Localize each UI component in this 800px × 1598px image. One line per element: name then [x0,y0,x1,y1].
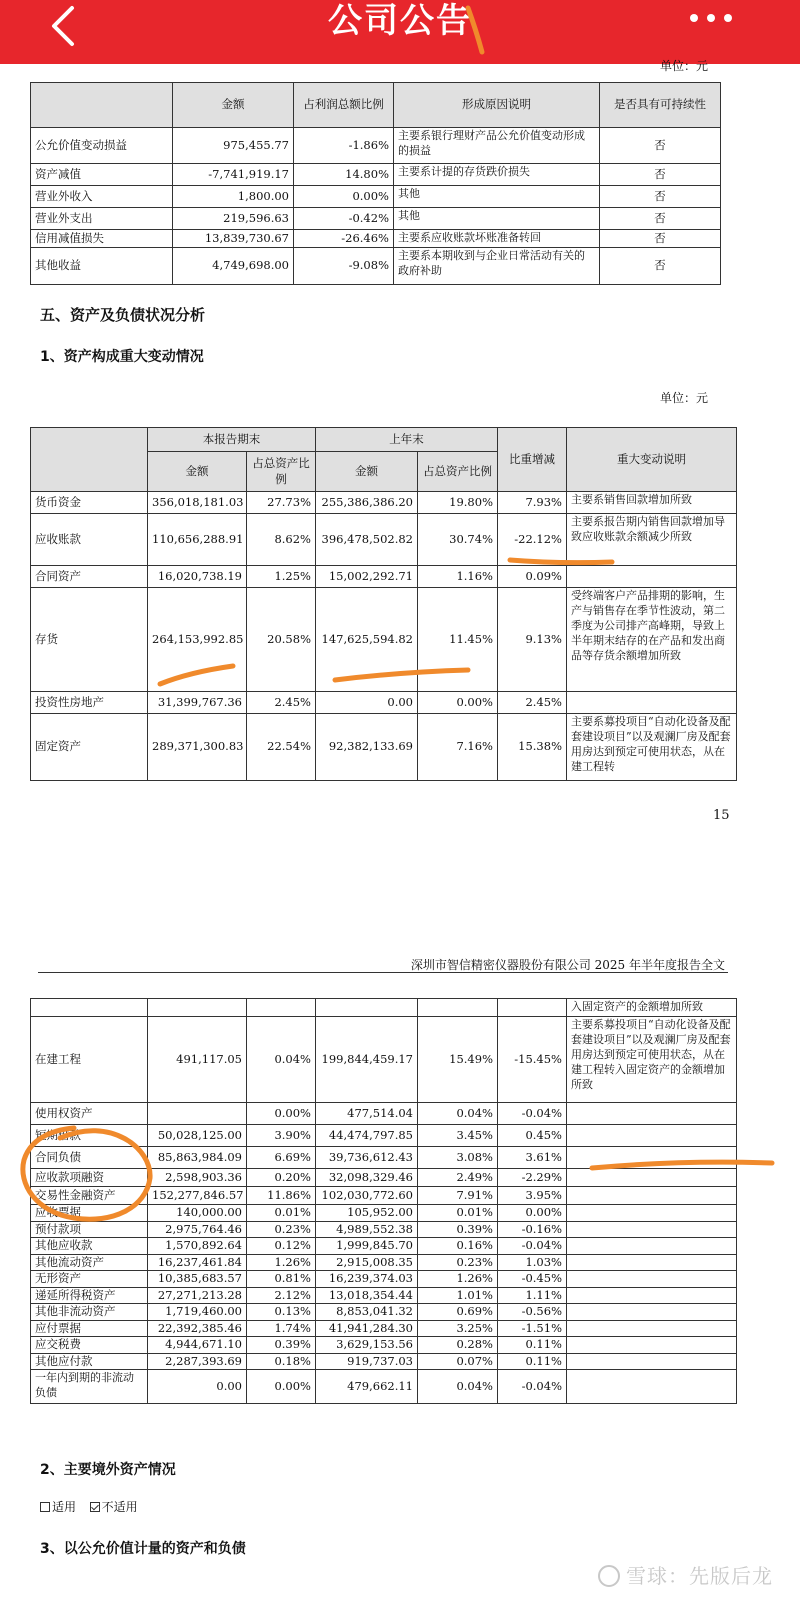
current-amount-cell: 16,237,461.84 [148,1254,247,1271]
table-row [31,128,721,164]
change-cell: 0.11% [498,1337,567,1354]
desc-cell [567,1320,737,1337]
change-cell: 9.13% [498,588,567,692]
checkbox-not-applicable[interactable] [90,1502,100,1512]
more-dots-icon [707,14,715,22]
prior-pct-cell: 7.16% [418,714,498,781]
row-label: 存货 [31,588,148,692]
ratio-cell: -26.46% [294,230,394,248]
reason-cell: 主要系银行理财产品公允价值变动形成的损益 [394,128,600,164]
change-cell: 0.11% [498,1353,567,1370]
ratio-cell: 14.80% [294,164,394,186]
desc-cell [567,1221,737,1238]
row-label: 其他流动资产 [31,1254,148,1271]
current-amount-cell: 0.00 [148,1370,247,1404]
page-number: 15 [713,808,730,823]
prior-amount-cell: 255,386,386.20 [316,492,418,514]
prior-pct-cell: 11.45% [418,588,498,692]
row-label: 在建工程 [31,1017,148,1103]
current-pct-cell: 1.25% [247,566,316,588]
asset-changes-table [30,427,737,781]
change-cell: 7.93% [498,492,567,514]
row-label: 其他应收款 [31,1238,148,1255]
report-header: 深圳市智信精密仪器股份有限公司 2025 年半年度报告全文 [410,958,725,972]
row-label: 其他非流动资产 [31,1304,148,1321]
prior-amount-cell: 147,625,594.82 [316,588,418,692]
desc-cell [567,1103,737,1125]
current-pct-cell: 0.00% [247,1103,316,1125]
prior-pct-cell: 1.26% [418,1271,498,1288]
current-amount-cell: 50,028,125.00 [148,1125,247,1147]
table-row [31,692,737,714]
desc-cell: 入固定资产的金额增加所致 [567,999,737,1017]
top-app-bar [0,0,800,64]
header-cell: 比重增减 [498,428,567,492]
subsection-title: 3、以公允价值计量的资产和负债 [40,1541,246,1557]
row-label: 应收票据 [31,1205,148,1222]
prior-pct-cell: 0.69% [418,1304,498,1321]
amount-cell: -7,741,919.17 [173,164,294,186]
change-cell: -15.45% [498,1017,567,1103]
header-cell: 金额 [316,452,418,492]
desc-cell [567,1337,737,1354]
watermark-text: 雪球：先版后龙 [626,1564,773,1588]
current-pct-cell: 0.13% [247,1304,316,1321]
current-amount-cell: 16,020,738.19 [148,566,247,588]
current-amount-cell: 2,598,903.36 [148,1169,247,1187]
current-amount-cell: 2,975,764.46 [148,1221,247,1238]
reason-cell: 其他 [394,208,600,230]
current-pct-cell: 0.23% [247,1221,316,1238]
page-title: 公司公告 [328,1,472,41]
change-cell: 15.38% [498,714,567,781]
ratio-cell: -1.86% [294,128,394,164]
table-row [31,1147,737,1169]
current-amount-cell: 264,153,992.85 [148,588,247,692]
current-amount-cell: 4,944,671.10 [148,1337,247,1354]
change-cell: -22.12% [498,514,567,566]
current-amount-cell: 289,371,300.83 [148,714,247,781]
prior-pct-cell: 2.49% [418,1169,498,1187]
current-amount-cell: 85,863,984.09 [148,1147,247,1169]
desc-cell [567,1238,737,1255]
reason-cell: 主要系计提的存货跌价损失 [394,164,600,186]
row-label: 资产减值 [31,164,173,186]
header-cell: 占总资产比例 [247,452,316,492]
prior-pct-cell: 3.45% [418,1125,498,1147]
amount-cell: 1,800.00 [173,186,294,208]
desc-cell [567,1169,737,1187]
change-cell: -0.04% [498,1238,567,1255]
watermark [598,1560,773,1589]
desc-cell: 主要系募投项目“自动化设备及配套建设项目”以及观澜厂房及配套用房达到预定可使用状态，从在建工程转入固定资产的金额增加所致 [567,1017,737,1103]
more-dots-icon [690,14,698,22]
reason-cell: 主要系应收账款坏账准备转回 [394,230,600,248]
table-row [31,1238,737,1255]
row-label: 公允价值变动损益 [31,128,173,164]
sustain-cell: 否 [600,186,721,208]
table-row [31,208,721,230]
prior-amount-cell: 32,098,329.46 [316,1169,418,1187]
header-cell: 是否具有可持续性 [600,83,721,128]
current-pct-cell: 20.58% [247,588,316,692]
header-cell: 重大变动说明 [567,428,737,492]
table-row [31,1287,737,1304]
prior-amount-cell: 39,736,612.43 [316,1147,418,1169]
prior-pct-cell: 3.25% [418,1320,498,1337]
table-row [31,1304,737,1321]
header-cell: 本报告期末 [148,428,316,452]
current-amount-cell: 10,385,683.57 [148,1271,247,1288]
current-pct-cell: 22.54% [247,714,316,781]
change-cell: 2.45% [498,692,567,714]
amount-cell: 13,839,730.67 [173,230,294,248]
reason-cell: 主要系本期收到与企业日常活动有关的政府补助 [394,248,600,285]
current-amount-cell: 152,277,846.57 [148,1187,247,1205]
change-cell: -2.29% [498,1169,567,1187]
current-pct-cell: 0.12% [247,1238,316,1255]
row-label: 递延所得税资产 [31,1287,148,1304]
header-cell [31,428,148,492]
current-amount-cell: 1,719,460.00 [148,1304,247,1321]
current-amount-cell: 110,656,288.91 [148,514,247,566]
current-amount-cell: 140,000.00 [148,1205,247,1222]
table-row [31,1125,737,1147]
header-cell: 金额 [173,83,294,128]
prior-pct-cell: 0.07% [418,1353,498,1370]
sustain-cell: 否 [600,248,721,285]
table-row [31,1353,737,1370]
prior-pct-cell: 30.74% [418,514,498,566]
prior-pct-cell: 0.23% [418,1254,498,1271]
row-label: 预付款项 [31,1221,148,1238]
change-cell: -0.16% [498,1221,567,1238]
current-amount-cell: 27,271,213.28 [148,1287,247,1304]
amount-cell: 219,596.63 [173,208,294,230]
header-cell: 形成原因说明 [394,83,600,128]
desc-cell [567,1125,737,1147]
prior-amount-cell: 8,853,041.32 [316,1304,418,1321]
prior-pct-cell: 0.39% [418,1221,498,1238]
prior-amount-cell: 3,629,153.56 [316,1337,418,1354]
header-cell [31,83,173,128]
prior-amount-cell: 15,002,292.71 [316,566,418,588]
current-pct-cell: 2.12% [247,1287,316,1304]
current-pct-cell: 0.00% [247,1370,316,1404]
current-pct-cell: 11.86% [247,1187,316,1205]
row-label: 其他应付款 [31,1353,148,1370]
applicability-options [40,1498,138,1515]
prior-amount-cell: 919,737.03 [316,1353,418,1370]
prior-amount-cell: 44,474,797.85 [316,1125,418,1147]
change-cell: 3.95% [498,1187,567,1205]
table-row [31,1370,737,1404]
change-cell: -0.04% [498,1103,567,1125]
current-amount-cell [148,1103,247,1125]
row-label: 其他收益 [31,248,173,285]
change-cell: -1.51% [498,1320,567,1337]
prior-amount-cell: 0.00 [316,692,418,714]
desc-cell [567,1304,737,1321]
header-cell: 占利润总额比例 [294,83,394,128]
checkbox-applicable[interactable] [40,1502,50,1512]
prior-pct-cell: 1.16% [418,566,498,588]
prior-pct-cell: 3.08% [418,1147,498,1169]
change-cell: -0.56% [498,1304,567,1321]
current-pct-cell: 27.73% [247,492,316,514]
subsection-title: 2、主要境外资产情况 [40,1462,176,1478]
desc-cell [567,692,737,714]
change-cell: 0.45% [498,1125,567,1147]
current-pct-cell: 0.39% [247,1337,316,1354]
prior-pct-cell: 0.04% [418,1103,498,1125]
current-pct-cell: 6.69% [247,1147,316,1169]
prior-amount-cell: 396,478,502.82 [316,514,418,566]
change-cell: 3.61% [498,1147,567,1169]
ratio-cell: -0.42% [294,208,394,230]
desc-cell [567,1271,737,1288]
current-pct-cell: 0.20% [247,1169,316,1187]
row-label [31,999,148,1017]
table-row [31,1103,737,1125]
row-label: 合同负债 [31,1147,148,1169]
table-row [31,1320,737,1337]
row-label: 应收账款 [31,514,148,566]
sustain-cell: 否 [600,208,721,230]
desc-cell: 主要系募投项目“自动化设备及配套建设项目”以及观澜厂房及配套用房达到预定可使用状态，从在建工程转 [567,714,737,781]
prior-amount-cell [316,999,418,1017]
row-label: 使用权资产 [31,1103,148,1125]
prior-pct-cell [418,999,498,1017]
row-label: 投资性房地产 [31,692,148,714]
row-label: 固定资产 [31,714,148,781]
current-amount-cell: 491,117.05 [148,1017,247,1103]
header-cell: 金额 [148,452,247,492]
desc-cell [567,1287,737,1304]
prior-pct-cell: 1.01% [418,1287,498,1304]
current-pct-cell: 3.90% [247,1125,316,1147]
desc-cell [567,1353,737,1370]
prior-amount-cell: 4,989,552.38 [316,1221,418,1238]
change-cell: 0.00% [498,1205,567,1222]
current-amount-cell: 31,399,767.36 [148,692,247,714]
table-row [31,1205,737,1222]
prior-pct-cell: 0.04% [418,1370,498,1404]
table-row [31,588,737,692]
option-label: 不适用 [101,1500,138,1514]
desc-cell [567,1205,737,1222]
current-pct-cell: 2.45% [247,692,316,714]
row-label: 营业外收入 [31,186,173,208]
current-amount-cell: 22,392,385.46 [148,1320,247,1337]
divider [38,972,728,973]
change-cell [498,999,567,1017]
prior-amount-cell: 199,844,459.17 [316,1017,418,1103]
desc-cell [567,566,737,588]
change-cell: -0.04% [498,1370,567,1404]
prior-amount-cell: 16,239,374.03 [316,1271,418,1288]
amount-cell: 4,749,698.00 [173,248,294,285]
current-amount-cell: 356,018,181.03 [148,492,247,514]
prior-pct-cell: 0.00% [418,692,498,714]
prior-amount-cell: 477,514.04 [316,1103,418,1125]
change-cell: 1.03% [498,1254,567,1271]
change-cell: 0.09% [498,566,567,588]
row-label: 应交税费 [31,1337,148,1354]
current-pct-cell: 0.04% [247,1017,316,1103]
prior-amount-cell: 13,018,354.44 [316,1287,418,1304]
table-row [31,248,721,285]
row-label: 交易性金融资产 [31,1187,148,1205]
current-pct-cell: 1.74% [247,1320,316,1337]
table-row [31,714,737,781]
table-row [31,999,737,1017]
row-label: 无形资产 [31,1271,148,1288]
unit-label: 单位：元 [660,59,709,73]
row-label: 货币资金 [31,492,148,514]
current-pct-cell: 1.26% [247,1254,316,1271]
desc-cell [567,1370,737,1404]
reason-cell: 其他 [394,186,600,208]
prior-amount-cell: 105,952.00 [316,1205,418,1222]
table-row [31,1221,737,1238]
ratio-cell: -9.08% [294,248,394,285]
row-label: 营业外支出 [31,208,173,230]
option-label: 适用 [52,1500,77,1514]
table-row [31,1017,737,1103]
desc-cell: 受终端客户产品排期的影响，生产与销售存在季节性波动，第二季度为公司排产高峰期，导致上半年期末结存的在产品和发出商品等存货余额增加所致 [567,588,737,692]
table-row [31,186,721,208]
prior-pct-cell: 0.16% [418,1238,498,1255]
row-label: 合同资产 [31,566,148,588]
header-cell: 上年末 [316,428,498,452]
table-row [31,1187,737,1205]
prior-pct-cell: 15.49% [418,1017,498,1103]
snowball-logo-icon [598,1565,620,1587]
prior-pct-cell: 19.80% [418,492,498,514]
row-label: 信用减值损失 [31,230,173,248]
sustain-cell: 否 [600,128,721,164]
unit-label: 单位：元 [660,391,709,405]
table-row [31,492,737,514]
row-label: 应收款项融资 [31,1169,148,1187]
ratio-cell: 0.00% [294,186,394,208]
current-amount-cell [148,999,247,1017]
prior-amount-cell: 2,915,008.35 [316,1254,418,1271]
prior-amount-cell: 102,030,772.60 [316,1187,418,1205]
table-row [31,566,737,588]
current-pct-cell: 0.18% [247,1353,316,1370]
prior-pct-cell: 0.01% [418,1205,498,1222]
current-pct-cell: 0.01% [247,1205,316,1222]
row-label: 短期借款 [31,1125,148,1147]
row-label: 一年内到期的非流动负债 [31,1370,148,1404]
current-amount-cell: 1,570,892.64 [148,1238,247,1255]
prior-amount-cell: 41,941,284.30 [316,1320,418,1337]
prior-pct-cell: 0.28% [418,1337,498,1354]
change-cell: 1.11% [498,1287,567,1304]
table-row [31,1337,737,1354]
prior-amount-cell: 92,382,133.69 [316,714,418,781]
row-label: 应付票据 [31,1320,148,1337]
current-amount-cell: 2,287,393.69 [148,1353,247,1370]
current-pct-cell: 8.62% [247,514,316,566]
more-options-button[interactable] [690,6,760,30]
profit-items-table [30,82,721,285]
current-pct-cell: 0.81% [247,1271,316,1288]
prior-amount-cell: 1,999,845.70 [316,1238,418,1255]
subsection-title: 1、资产构成重大变动情况 [40,349,204,365]
asset-changes-table-continued [30,998,737,1404]
sustain-cell: 否 [600,164,721,186]
table-row [31,1254,737,1271]
section-title: 五、资产及负债状况分析 [40,306,206,324]
table-row [31,514,737,566]
table-row [31,1169,737,1187]
table-row [31,1271,737,1288]
desc-cell [567,1254,737,1271]
more-dots-icon [724,14,732,22]
prior-pct-cell: 7.91% [418,1187,498,1205]
table-row [31,230,721,248]
desc-cell [567,1187,737,1205]
desc-cell [567,1147,737,1169]
current-pct-cell [247,999,316,1017]
amount-cell: 975,455.77 [173,128,294,164]
desc-cell: 主要系销售回款增加所致 [567,492,737,514]
change-cell: -0.45% [498,1271,567,1288]
sustain-cell: 否 [600,230,721,248]
prior-amount-cell: 479,662.11 [316,1370,418,1404]
header-cell: 占总资产比例 [418,452,498,492]
table-row [31,164,721,186]
desc-cell: 主要系报告期内销售回款增加导致应收账款余额减少所致 [567,514,737,566]
